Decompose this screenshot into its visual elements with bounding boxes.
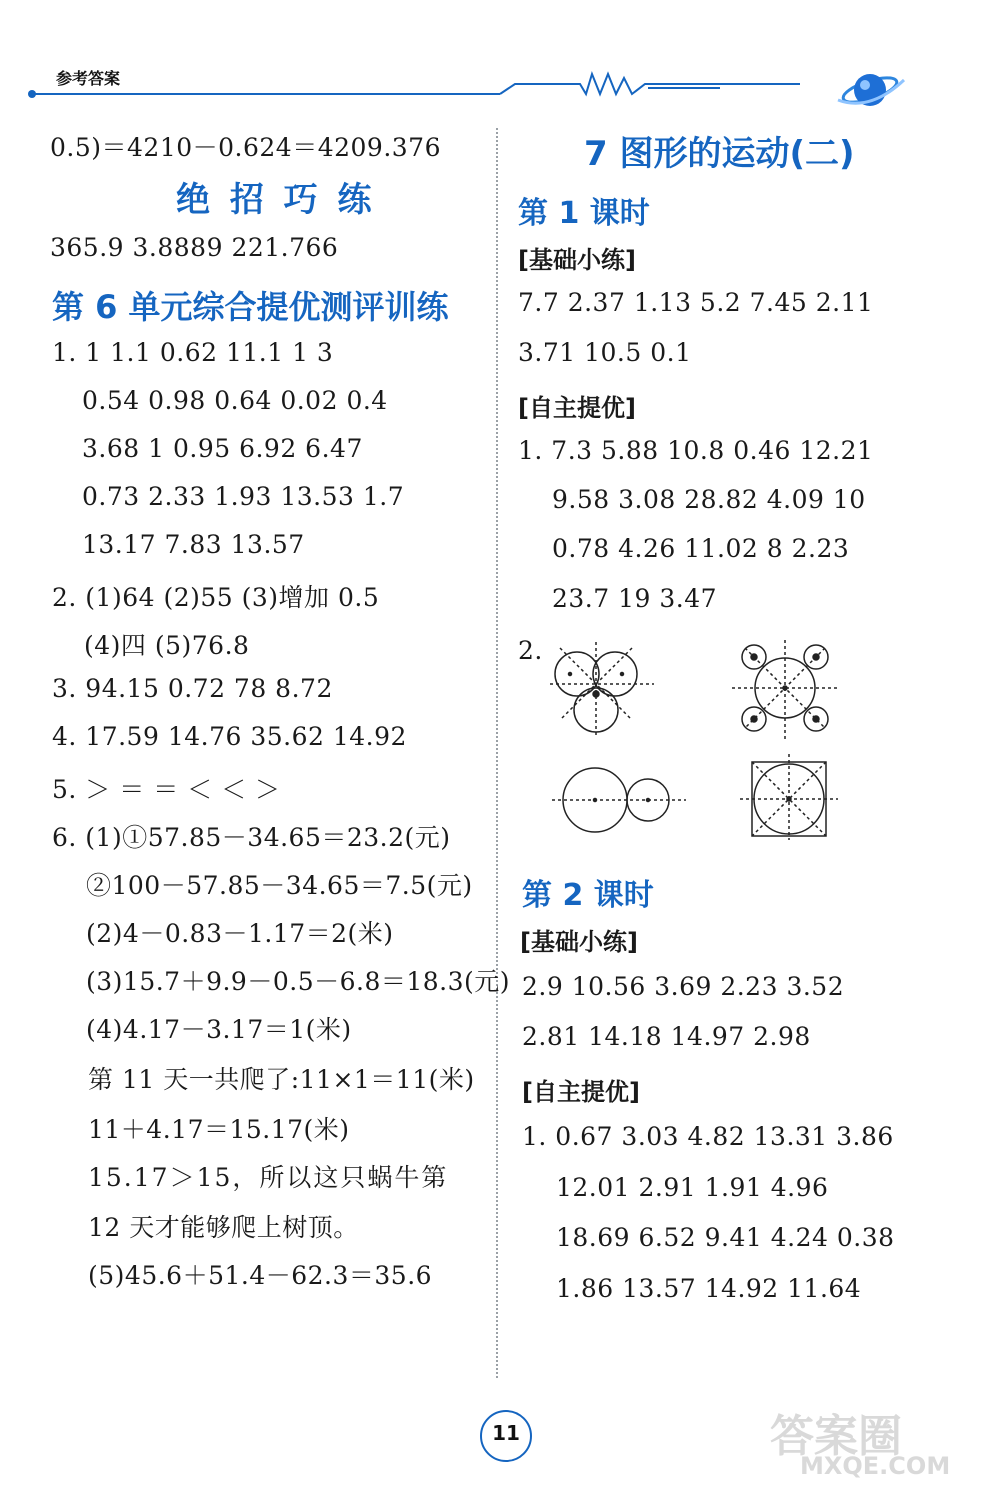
column-divider	[496, 128, 498, 1378]
page-number: 11	[492, 1421, 520, 1445]
trick-title: 绝 招 巧 练	[176, 180, 376, 220]
answer-line: 1.86 13.57 14.92 11.64	[556, 1274, 862, 1303]
answer-line: 1. 1 1.1 0.62 11.1 1 3	[52, 338, 334, 367]
answer-line: 15.17＞15，所以这只蜗牛第	[88, 1163, 449, 1192]
header-label: 参考答案	[56, 69, 121, 88]
figure-three-circles	[550, 642, 654, 736]
figure-five-circles	[732, 640, 838, 740]
watermark-logo: 答案圈	[770, 1411, 902, 1462]
lesson2-title: 第 2 课时	[522, 878, 654, 913]
answer-line: 18.69 6.52 9.41 4.24 0.38	[556, 1223, 895, 1252]
answer-line: 0.54 0.98 0.64 0.02 0.4	[82, 386, 388, 415]
answer-line: 2. (1)64 (2)55 (3)增加 0.5	[52, 583, 380, 612]
figure-two-circles	[552, 768, 686, 832]
answer-line: 0.78 4.26 11.02 8 2.23	[552, 534, 850, 563]
answer-line: 4. 17.59 14.76 35.62 14.92	[52, 722, 407, 751]
lesson2-advance-label: [自主提优]	[522, 1078, 640, 1106]
answer-line: (4)四 (5)76.8	[84, 631, 250, 660]
answer-line: 1. 0.67 3.03 4.82 13.31 3.86	[522, 1122, 894, 1151]
answer-line: (4)4.17－3.17＝1(米)	[86, 1015, 352, 1044]
answer-line: ②100－57.85－34.65＝7.5(元)	[86, 871, 473, 900]
lesson2-basic-label: [基础小练]	[520, 928, 638, 956]
rotation-figures	[540, 640, 850, 840]
figure-square-circle	[740, 754, 838, 840]
watermark-url: MXQE.COM	[800, 1452, 951, 1480]
answer-line: 12 天才能够爬上树顶。	[88, 1213, 359, 1242]
answer-line: 13.17 7.83 13.57	[82, 530, 305, 559]
intro-line: 0.5)＝4210－0.624＝4209.376	[50, 133, 441, 162]
answer-line: 12.01 2.91 1.91 4.96	[556, 1173, 829, 1202]
answer-line: 3.71 10.5 0.1	[518, 338, 692, 367]
answer-line: 3. 94.15 0.72 78 8.72	[52, 674, 333, 703]
unit-title: 第 6 单元综合提优测评训练	[52, 288, 449, 326]
chapter-title: 7 图形的运动(二)	[584, 134, 855, 174]
lesson1-advance-label: [自主提优]	[518, 394, 636, 422]
answer-line: 第 11 天一共爬了:11×1＝11(米)	[88, 1065, 475, 1094]
trick-answers: 365.9 3.8889 221.766	[50, 233, 339, 262]
answer-line: (2)4－0.83－1.17＝2(米)	[86, 919, 394, 948]
answer-line: 23.7 19 3.47	[552, 584, 718, 613]
answer-line: 1. 7.3 5.88 10.8 0.46 12.21	[518, 436, 874, 465]
answer-line: (5)45.6＋51.4－62.3＝35.6	[88, 1261, 433, 1290]
answer-line: 9.58 3.08 28.82 4.09 10	[552, 485, 866, 514]
answer-line: 0.73 2.33 1.93 13.53 1.7	[82, 482, 405, 511]
answer-line: 11＋4.17＝15.17(米)	[88, 1115, 350, 1144]
q2-label: 2.	[518, 636, 543, 665]
answer-line: 2.81 14.18 14.97 2.98	[522, 1022, 811, 1051]
answer-line: 7.7 2.37 1.13 5.2 7.45 2.11	[518, 288, 874, 317]
zigzag-ornament-icon	[500, 74, 800, 94]
answer-line: (3)15.7＋9.9－0.5－6.8＝18.3(元)	[86, 967, 511, 996]
answer-line: 2.9 10.56 3.69 2.23 3.52	[522, 972, 845, 1001]
answer-line: 3.68 1 0.95 6.92 6.47	[82, 434, 363, 463]
lesson1-title: 第 1 课时	[518, 196, 650, 231]
lesson1-basic-label: [基础小练]	[518, 246, 636, 274]
planet-icon	[838, 73, 904, 107]
header-rule	[20, 60, 920, 120]
answer-line: 6. (1)①57.85－34.65＝23.2(元)	[52, 823, 451, 852]
answer-line: 5. ＞ ＝ ＝ ＜ ＜ ＞	[52, 775, 281, 804]
